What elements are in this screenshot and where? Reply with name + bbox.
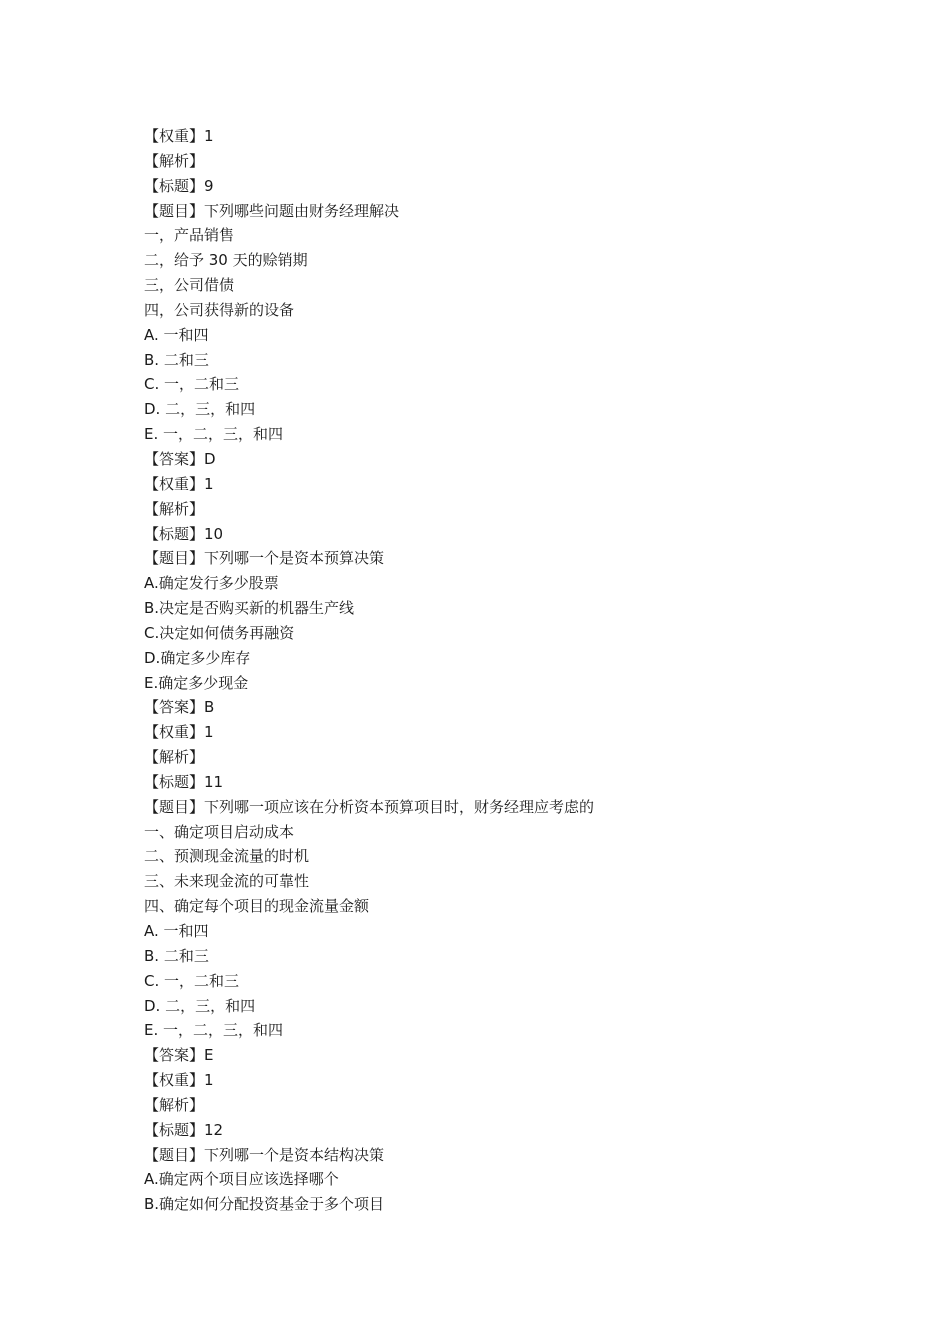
text-line: E. 一，二，三，和四 xyxy=(144,1021,284,1040)
text-line: 三，公司借债 xyxy=(144,276,235,295)
text-line: D.确定多少库存 xyxy=(144,648,251,667)
text-line: 四，公司获得新的设备 xyxy=(144,300,295,319)
text-line: 【权重】1 xyxy=(144,127,214,145)
text-line: D. 二，三，和四 xyxy=(144,400,256,419)
text-line: B.确定如何分配投资基金于多个项目 xyxy=(144,1195,385,1214)
text-line: 【权重】1 xyxy=(144,723,214,742)
text-line: B. 二和三 xyxy=(144,946,209,965)
text-line: 【标题】10 xyxy=(144,524,224,543)
text-line: 【题目】下列哪一个是资本结构决策 xyxy=(144,1145,385,1164)
text-line: 【解析】 xyxy=(144,1095,205,1114)
text-line: C. 一，二和三 xyxy=(144,375,240,394)
text-line: 【题目】下列哪一项应该在分析资本预算项目时，财务经理应考虑的 xyxy=(144,797,595,816)
text-line: B.决定是否购买新的机器生产线 xyxy=(144,599,355,618)
text-line: 【解析】 xyxy=(144,151,205,170)
text-line: 【题目】下列哪些问题由财务经理解决 xyxy=(144,201,400,220)
text-line: 二、预测现金流量的时机 xyxy=(144,847,310,866)
text-line: A.确定两个项目应该选择哪个 xyxy=(144,1170,339,1189)
text-line: 三、未来现金流的可靠性 xyxy=(144,872,310,891)
text-line: B. 二和三 xyxy=(144,350,209,369)
document-body xyxy=(144,124,864,1217)
text-line: 【权重】1 xyxy=(144,474,214,493)
text-line: 四、确定每个项目的现金流量金额 xyxy=(144,897,370,916)
text-line: 一、确定项目启动成本 xyxy=(144,822,295,841)
text-line: 【权重】1 xyxy=(144,1071,214,1090)
text-line: 【标题】12 xyxy=(144,1120,224,1139)
text-line: 【标题】9 xyxy=(144,176,214,195)
text-line: 一，产品销售 xyxy=(144,226,235,245)
text-line: A.确定发行多少股票 xyxy=(144,574,279,593)
text-line: E. 一，二，三，和四 xyxy=(144,425,284,444)
text-line: A. 一和四 xyxy=(144,922,209,940)
text-line: 【答案】B xyxy=(144,698,215,717)
text-line: 二，给予 30 天的赊销期 xyxy=(144,251,308,270)
text-line: 【答案】E xyxy=(144,1046,214,1065)
text-line: 【标题】11 xyxy=(144,772,224,791)
text-line: A. 一和四 xyxy=(144,325,209,344)
text-line: 【解析】 xyxy=(144,748,205,767)
text-line: E.确定多少现金 xyxy=(144,673,249,692)
text-line: 【题目】下列哪一个是资本预算决策 xyxy=(144,549,385,568)
text-line: 【答案】D xyxy=(144,449,216,468)
text-line: C.决定如何债务再融资 xyxy=(144,623,295,642)
text-line: D. 二，三，和四 xyxy=(144,996,256,1015)
text-line: C. 一，二和三 xyxy=(144,971,240,990)
text-line: 【解析】 xyxy=(144,499,205,518)
